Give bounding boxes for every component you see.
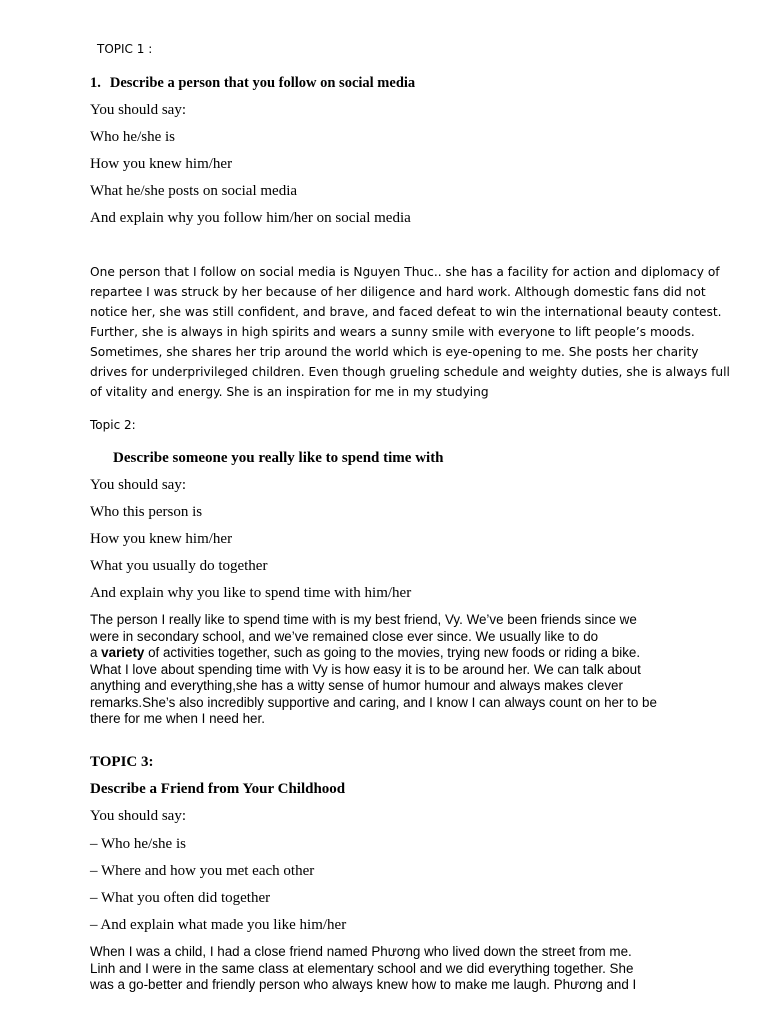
topic3-prompt: – Where and how you met each other bbox=[90, 863, 315, 879]
topic3-answer-paragraph bbox=[90, 944, 690, 994]
topic3-label: TOPIC 3: bbox=[90, 754, 154, 770]
paragraph-line: remarks.She’s also incredibly supportive and caring, and I know I can always count on her to be bbox=[90, 694, 657, 710]
paragraph-line: What I love about spending time with Vy is how easy it is to be around her. We can talk about bbox=[90, 661, 641, 677]
topic1-question: Describe a person that you follow on social media bbox=[109, 75, 416, 91]
paragraph-line: was a go-better and friendly person who always knew how to make me laugh. Phương and I bbox=[90, 977, 637, 992]
topic3-question: Describe a Friend from Your Childhood bbox=[90, 781, 346, 797]
topic1-prompt: And explain why you follow him/her on social media bbox=[90, 210, 411, 226]
topic1-answer-paragraph bbox=[90, 262, 730, 402]
paragraph-line: repartee I was struck by her because of her diligence and hard work. Although domestic fans did not bbox=[90, 285, 706, 299]
paragraph-line: Further, she is always in high spirits and wears a sunny smile with everyone to lift people’s moods. bbox=[90, 325, 695, 339]
paragraph-line: The person I really like to spend time with is my best friend, Vy. We’ve been friends since we bbox=[90, 612, 637, 627]
topic3-prompt: – Who he/she is bbox=[90, 836, 186, 852]
topic2-prompt: And explain why you like to spend time with him/her bbox=[90, 585, 412, 601]
paragraph-line: were in secondary school, and we’ve remained close ever since. We usually like to do bbox=[90, 628, 599, 644]
topic1-question-heading bbox=[90, 75, 415, 92]
topic2-label: Topic 2: bbox=[90, 418, 136, 432]
topic2-answer-paragraph bbox=[90, 612, 690, 728]
topic1-prompt: Who he/she is bbox=[90, 129, 175, 145]
paragraph-text: of activities together, such as going to the movies, trying new foods or riding a bike. bbox=[144, 645, 641, 660]
paragraph-line: of vitality and energy. She is an inspiration for me in my studying bbox=[90, 385, 489, 399]
paragraph-line: there for me when I need her. bbox=[90, 711, 265, 726]
paragraph-line: One person that I follow on social media is Nguyen Thuc.. she has a facility for action and diplomacy of bbox=[90, 265, 720, 279]
topic2-you-should-say: You should say: bbox=[90, 477, 186, 493]
topic2-prompt: Who this person is bbox=[90, 504, 203, 520]
topic3-prompt: – And explain what made you like him/her bbox=[90, 917, 347, 933]
bold-word: variety bbox=[101, 645, 145, 660]
topic1-label: TOPIC 1 : bbox=[97, 42, 153, 56]
paragraph-line: Linh and I were in the same class at elementary school and we did everything together. She bbox=[90, 960, 634, 976]
topic2-prompt: What you usually do together bbox=[90, 558, 268, 574]
topic1-you-should-say: You should say: bbox=[90, 102, 186, 118]
paragraph-line: notice her, she was still confident, and brave, and faced defeat to win the international beauty contest. bbox=[90, 305, 722, 319]
topic1-question-number: 1. bbox=[90, 75, 101, 91]
paragraph-line: drives for underprivileged children. Even though grueling schedule and weighty duties, she is always full bbox=[90, 365, 730, 379]
paragraph-line: anything and everything,she has a witty sense of humor humour and always makes clever bbox=[90, 678, 623, 693]
paragraph-text: a bbox=[90, 645, 102, 660]
topic2-prompt: How you knew him/her bbox=[90, 531, 233, 547]
topic3-prompt: – What you often did together bbox=[90, 890, 271, 906]
paragraph-line: Sometimes, she shares her trip around the world which is eye-opening to me. She posts her charity bbox=[90, 345, 699, 359]
topic1-prompt: What he/she posts on social media bbox=[90, 183, 298, 199]
topic1-prompt: How you knew him/her bbox=[90, 156, 233, 172]
paragraph-line: When I was a child, I had a close friend named Phương who lived down the street from me. bbox=[90, 944, 632, 959]
topic2-question: Describe someone you really like to spend time with bbox=[113, 450, 444, 466]
paragraph-line bbox=[90, 645, 690, 662]
topic3-you-should-say: You should say: bbox=[90, 808, 186, 824]
